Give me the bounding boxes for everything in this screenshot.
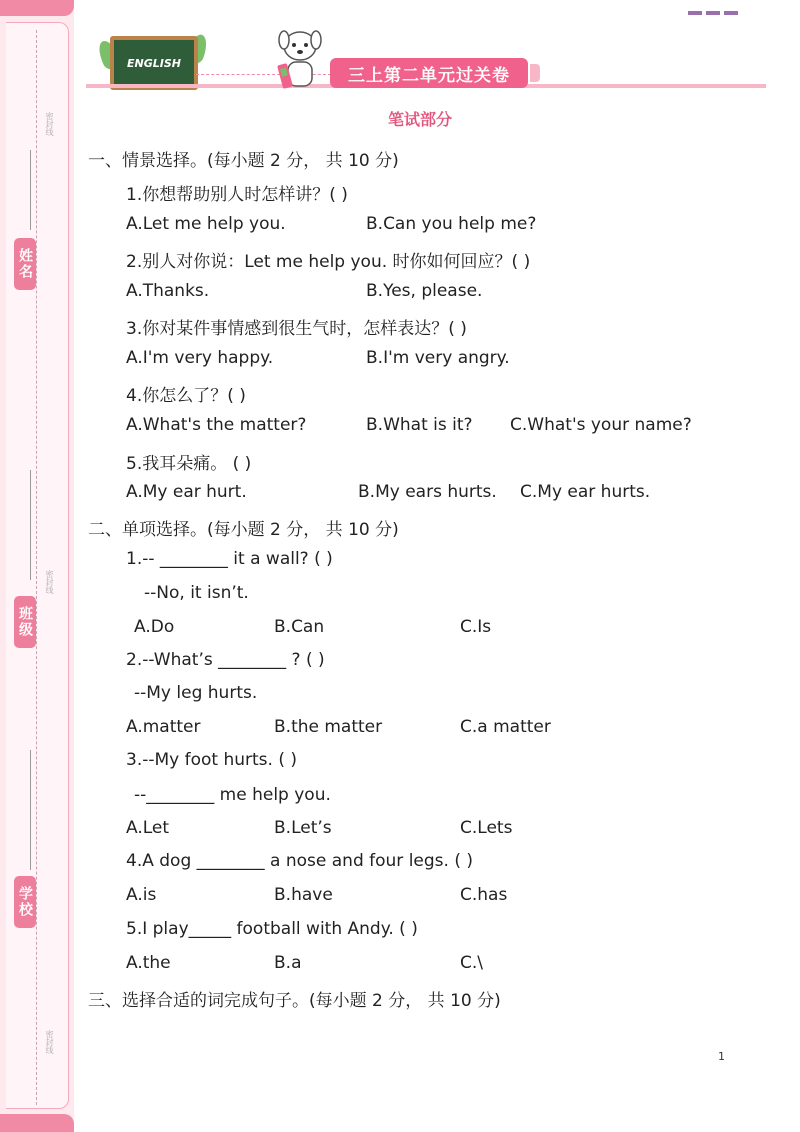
q1-3-option-a: A.I'm very happy. bbox=[126, 348, 274, 368]
q1-4-option-c: C.What's your name? bbox=[510, 415, 692, 435]
q2-4-option-a: A.is bbox=[126, 885, 157, 905]
q2-2-prompt: 2.--What’s ________ ? ( ) bbox=[126, 650, 325, 670]
q1-5-option-b: B.My ears hurts. bbox=[358, 482, 497, 502]
seal-line-text-2: 密封线 bbox=[45, 570, 54, 594]
q2-2-option-c: C.a matter bbox=[460, 717, 551, 737]
q2-3-option-a: A.Let bbox=[126, 818, 170, 838]
part-2-heading: 二、单项选择。(每小题 2 分， 共 10 分) bbox=[88, 520, 399, 540]
seal-line-text-1: 密封线 bbox=[45, 112, 54, 136]
q1-1-option-a: A.Let me help you. bbox=[126, 214, 286, 234]
q2-1-option-b: B.Can bbox=[274, 617, 325, 637]
strip-top-edge bbox=[0, 0, 74, 16]
dog-mascot-icon bbox=[272, 24, 328, 94]
q2-5-option-c: C.\ bbox=[460, 953, 484, 973]
seal-line-text-3: 密封线 bbox=[45, 1030, 54, 1054]
q2-3-option-b: B.Let’s bbox=[274, 818, 332, 838]
english-chalkboard: ENGLISH bbox=[110, 36, 198, 90]
q2-1-option-a: A.Do bbox=[134, 617, 175, 637]
q1-4-option-a: A.What's the matter? bbox=[126, 415, 307, 435]
name-label: 姓名 bbox=[14, 238, 36, 290]
q2-5-prompt: 5.I play_____ football with Andy. ( ) bbox=[126, 919, 418, 939]
corner-decoration bbox=[688, 0, 748, 4]
q1-5-prompt: 5.我耳朵痛。 ( ) bbox=[126, 454, 252, 474]
cut-line bbox=[36, 30, 37, 1105]
q2-2-option-a: A.matter bbox=[126, 717, 201, 737]
class-fill-line bbox=[30, 470, 31, 580]
q1-3-option-b: B.I'm very angry. bbox=[366, 348, 510, 368]
q2-3-dialogue: --________ me help you. bbox=[134, 785, 331, 805]
part-1-heading: 一、情景选择。(每小题 2 分， 共 10 分) bbox=[88, 151, 399, 171]
class-label: 班级 bbox=[14, 596, 36, 648]
q1-1-option-b: B.Can you help me? bbox=[366, 214, 537, 234]
q1-2-option-b: B.Yes, please. bbox=[366, 281, 483, 301]
q2-5-option-b: B.a bbox=[274, 953, 302, 973]
q1-4-option-b: B.What is it? bbox=[366, 415, 473, 435]
school-fill-line bbox=[30, 750, 31, 870]
name-fill-line bbox=[30, 150, 31, 230]
q2-2-option-b: B.the matter bbox=[274, 717, 383, 737]
strip-bottom-edge bbox=[0, 1114, 74, 1132]
section-title: 笔试部分 bbox=[387, 110, 452, 129]
q1-4-prompt: 4.你怎么了？( ) bbox=[126, 386, 246, 406]
q1-2-option-a: A.Thanks. bbox=[126, 281, 210, 301]
q2-2-dialogue: --My leg hurts. bbox=[134, 683, 258, 703]
q2-3-prompt: 3.--My foot hurts. ( ) bbox=[126, 750, 298, 770]
binding-strip bbox=[0, 0, 74, 1132]
exam-title-banner: 三上第二单元过关卷 bbox=[330, 58, 528, 88]
part-3-heading: 三、选择合适的词完成句子。(每小题 2 分， 共 10 分) bbox=[88, 991, 501, 1011]
q1-5-option-c: C.My ear hurts. bbox=[520, 482, 651, 502]
school-label: 学校 bbox=[14, 876, 36, 928]
q2-1-dialogue: --No, it isn’t. bbox=[144, 583, 249, 603]
page-header bbox=[86, 18, 766, 96]
q2-4-prompt: 4.A dog ________ a nose and four legs. ( ) bbox=[126, 851, 474, 871]
q1-5-option-a: A.My ear hurt. bbox=[126, 482, 247, 502]
q2-5-option-a: A.the bbox=[126, 953, 171, 973]
q2-1-prompt: 1.-- ________ it a wall? ( ) bbox=[126, 549, 333, 569]
q1-1-prompt: 1.你想帮助别人时怎样讲？( ) bbox=[126, 185, 348, 205]
page-number: 1 bbox=[718, 1050, 725, 1063]
q2-4-option-c: C.has bbox=[460, 885, 508, 905]
q2-3-option-c: C.Lets bbox=[460, 818, 513, 838]
q2-4-option-b: B.have bbox=[274, 885, 333, 905]
strip-inner-panel bbox=[6, 22, 69, 1109]
q1-2-prompt: 2.别人对你说：Let me help you. 时你如何回应？( ) bbox=[126, 252, 531, 272]
q1-3-prompt: 3.你对某件事情感到很生气时，怎样表达？( ) bbox=[126, 319, 467, 339]
q2-1-option-c: C.Is bbox=[460, 617, 492, 637]
